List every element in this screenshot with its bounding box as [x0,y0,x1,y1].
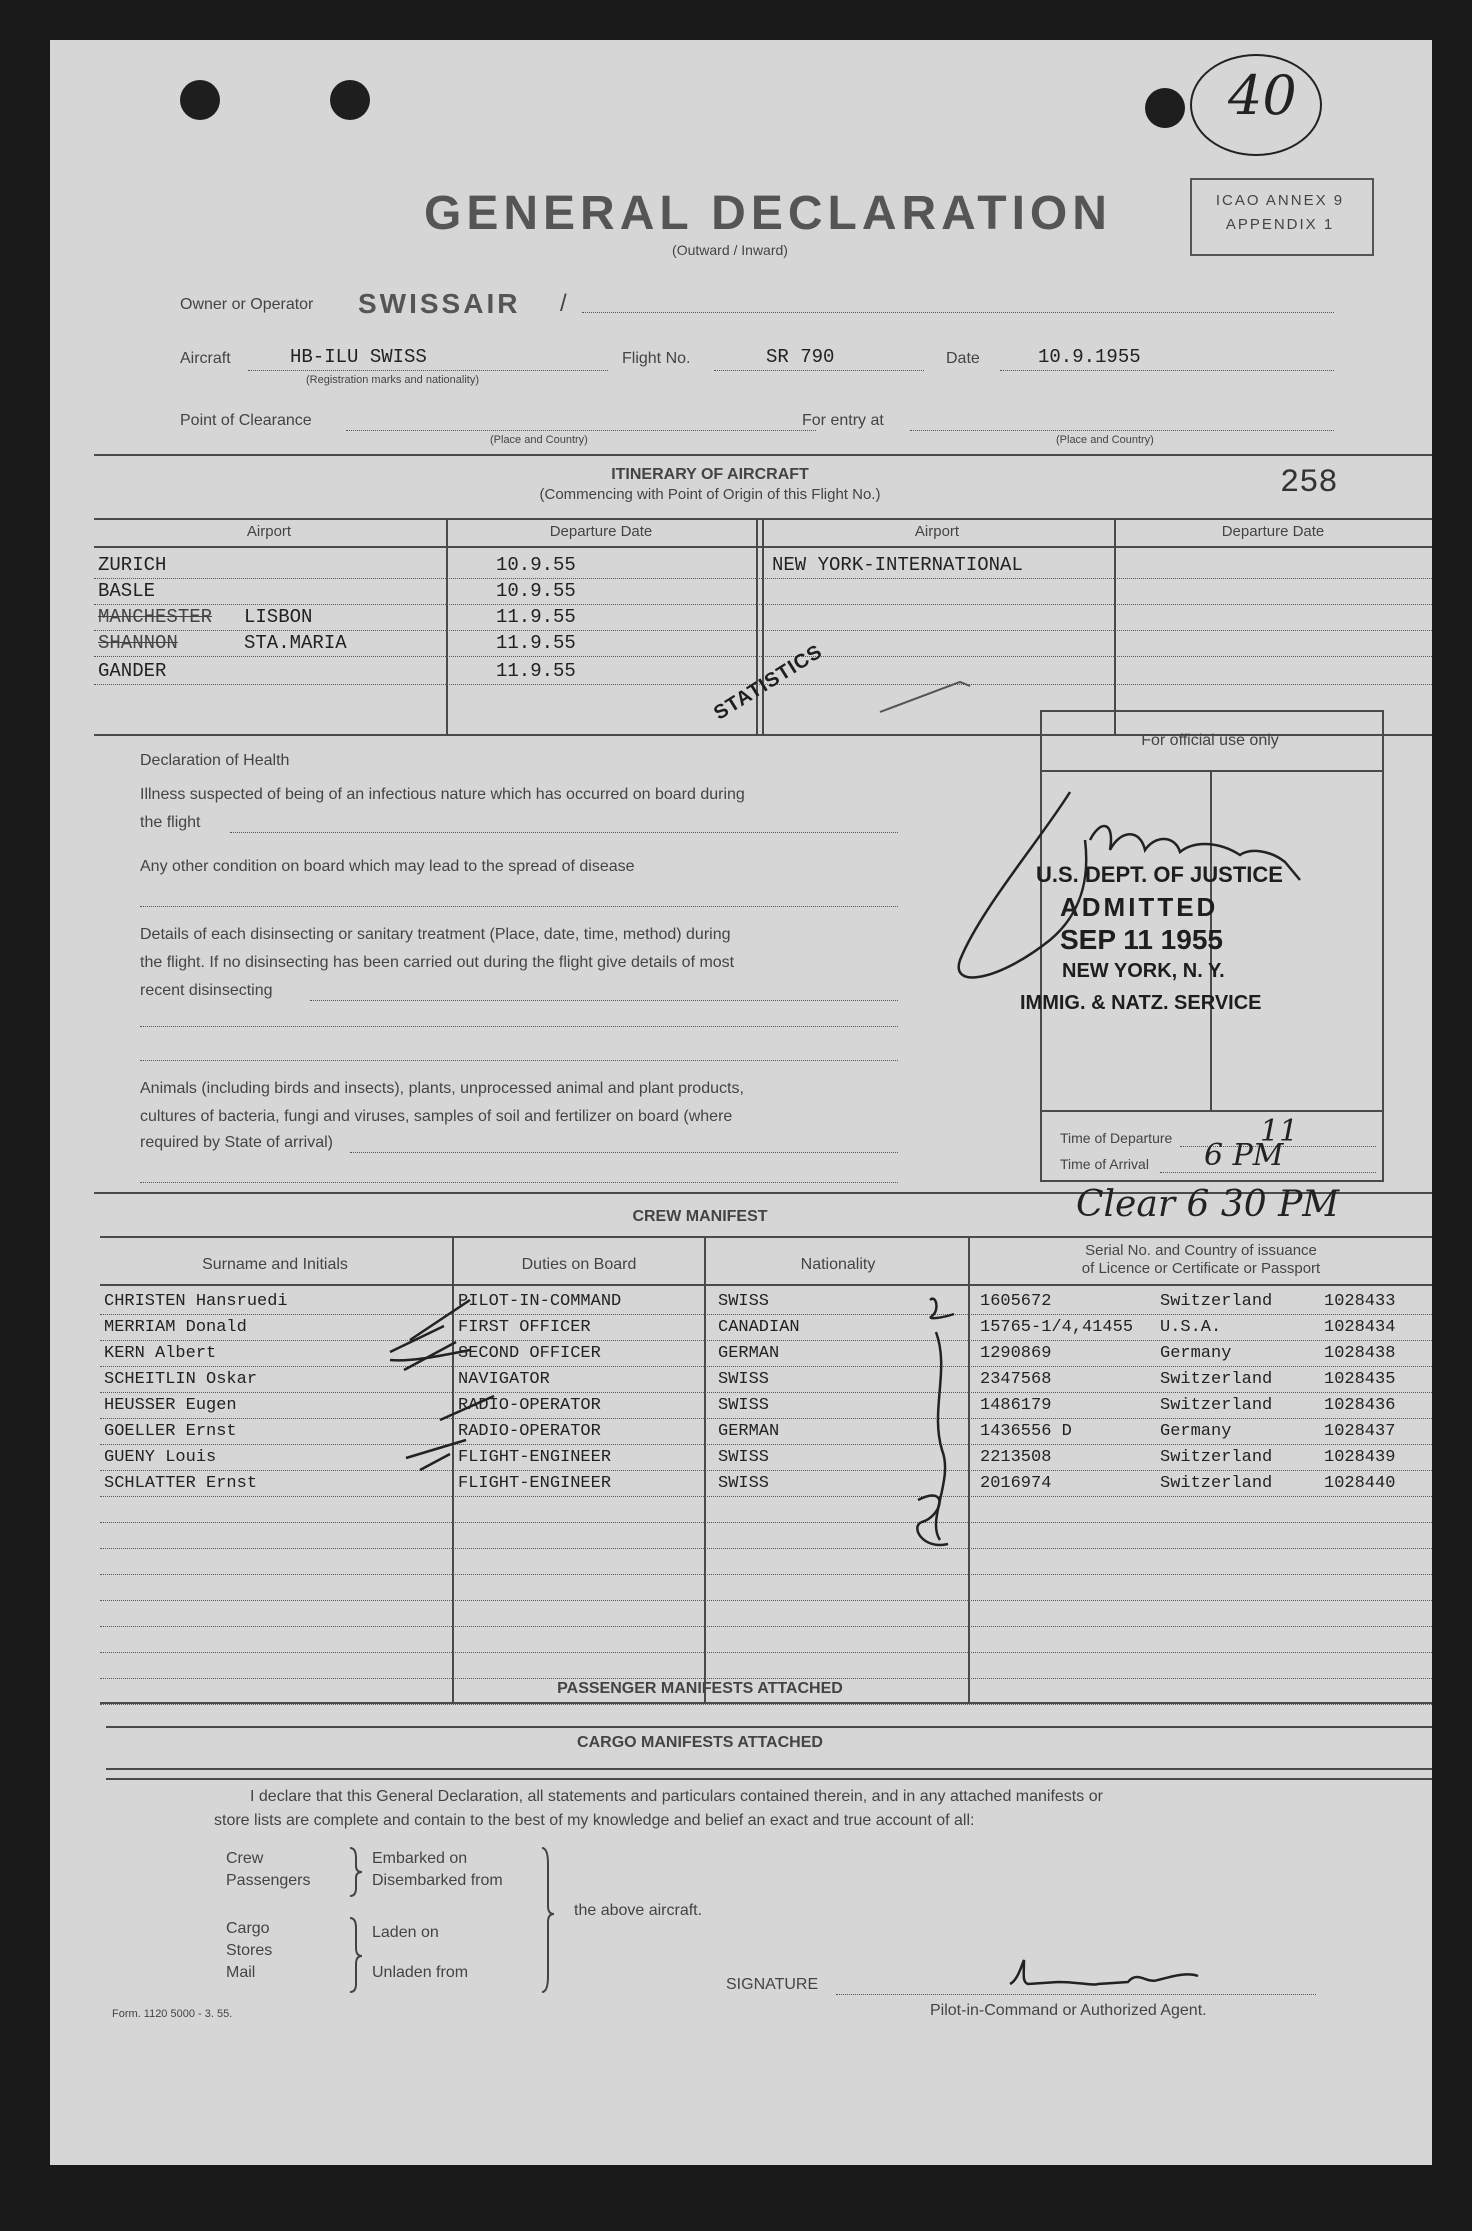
row-line [94,656,1432,657]
health-question-2: Any other condition on board which may lead to the spread of disease [140,858,635,875]
crew-passport: 1028437 [1324,1422,1396,1441]
decl-disembarked: Disembarked from [372,1872,503,1889]
crew-passport: 1028434 [1324,1318,1396,1337]
crew-passport: 1028440 [1324,1474,1396,1493]
departure-time-value: 11 [1260,1114,1299,1149]
crew-duty: NAVIGATOR [458,1370,550,1389]
aircraft-label: Aircraft [180,350,231,367]
itinerary-struck-airport: SHANNON [98,632,178,654]
stamp-line-4: NEW YORK, N. Y. [1062,960,1225,982]
departure-time-label: Time of Departure [1060,1130,1173,1146]
crew-country: Germany [1160,1344,1232,1363]
crew-manifest-title: CREW MANIFEST [632,1208,768,1225]
answer-line [140,906,898,907]
signature-caption: Pilot-in-Command or Authorized Agent. [930,2002,1207,2019]
itinerary-col-airport-2: Airport [914,523,960,540]
cargo-manifests: CARGO MANIFESTS ATTACHED [577,1734,823,1751]
crew-licence: 2016974 [980,1474,1052,1493]
aircraft-hint: (Registration marks and nationality) [306,374,480,386]
stamp-line-1: U.S. DEPT. OF JUSTICE [1036,862,1283,887]
row-line [100,1574,1432,1575]
stamp-line-2: ADMITTED [1060,892,1219,922]
crew-duty: PILOT-IN-COMMAND [458,1292,622,1311]
itinerary-airport: NEW YORK-INTERNATIONAL [772,554,1023,576]
crew-passport: 1028438 [1324,1344,1396,1363]
itinerary-col-departure: Departure Date [549,523,653,540]
crew-nationality: SWISS [718,1370,770,1389]
crew-duty: FLIGHT-ENGINEER [458,1448,612,1467]
col-divider [446,518,448,736]
answer-line [310,1000,898,1001]
decl-crew: Crew [226,1850,264,1867]
crew-name: HEUSSER Eugen [104,1396,237,1415]
health-question-3c: recent disinsecting [140,982,273,999]
decl-embarked: Embarked on [372,1850,468,1867]
itinerary-airport: LISBON [244,606,313,628]
document-title: GENERAL DECLARATION [424,187,1112,240]
stamp-line-5: IMMIG. & NATZ. SERVICE [1020,992,1262,1014]
answer-line [140,1026,898,1027]
decl-cargo: Cargo [226,1920,270,1937]
flight-no-value: SR 790 [766,346,835,368]
crew-licence: 15765-1/4,41455 [980,1318,1134,1337]
crew-name: GUENY Louis [104,1448,217,1467]
decl-above-aircraft: the above aircraft. [574,1902,703,1919]
row-line [94,578,1432,579]
arrival-time-value: 6 PM [1204,1138,1284,1173]
cleared-note: Clear 6 30 PM [1076,1184,1340,1225]
itinerary-date: 11.9.55 [496,660,576,682]
punch-hole [330,80,370,120]
row-line [100,1626,1432,1627]
itinerary-title: ITINERARY OF AIRCRAFT [611,466,809,483]
owner-line [582,312,1334,313]
crew-country: Switzerland [1160,1396,1273,1415]
flight-no-line [714,370,924,371]
health-question-1a: Illness suspected of being of an infectious nature which has occurred on board during [140,786,745,803]
pilot-signature [998,1950,1218,2000]
itinerary-date: 10.9.55 [496,580,576,602]
entry-hint: (Place and Country) [1056,434,1154,446]
crew-nationality: SWISS [718,1474,770,1493]
rule [94,454,1432,456]
health-question-4b: cultures of bacteria, fungi and viruses, samples of soil and fertilizer on board (where [140,1108,733,1125]
itinerary-struck-airport: MANCHESTER [98,606,213,628]
document-page [50,40,1432,2165]
owner-label: Owner or Operator [180,296,314,313]
crew-country: Switzerland [1160,1448,1273,1467]
crew-header-surname: Surname and Initials [202,1256,348,1273]
decl-laden: Laden on [372,1924,439,1941]
decl-unladen: Unladen from [372,1964,469,1981]
row-line [100,1704,1432,1705]
crew-country: Germany [1160,1422,1232,1441]
row-line [100,1652,1432,1653]
row-line [100,1600,1432,1601]
crew-licence: 2213508 [980,1448,1052,1467]
arrival-time-label: Time of Arrival [1060,1156,1149,1172]
crew-licence: 1436556 D [980,1422,1072,1441]
col-divider [762,518,764,736]
crew-name: SCHEITLIN Oskar [104,1370,258,1389]
crew-name: CHRISTEN Hansruedi [104,1292,288,1311]
crew-name: SCHLATTER Ernst [104,1474,258,1493]
crew-header-serial-1: Serial No. and Country of issuance [1085,1242,1317,1259]
rule [106,1768,1432,1770]
itinerary-airport: STA.MARIA [244,632,347,654]
answer-line [230,832,898,833]
row-line [94,630,1432,631]
health-question-3a: Details of each disinsecting or sanitary treatment (Place, date, time, method) during [140,926,731,943]
health-question-1b: the flight [140,814,201,831]
date-line [1000,370,1334,371]
crew-country: Switzerland [1160,1292,1273,1311]
itinerary-col-airport: Airport [246,523,292,540]
itinerary-col-departure-2: Departure Date [1221,523,1325,540]
annex-line-2: APPENDIX 1 [1225,216,1335,233]
row-line [100,1678,1432,1679]
declaration-line-1: I declare that this General Declaration, all statements and particulars contained therein, and in any attached manifests or [250,1788,1103,1805]
rule [106,1778,1432,1780]
clearance-hint: (Place and Country) [490,434,588,446]
date-value: 10.9.1955 [1038,346,1141,368]
crew-passport: 1028439 [1324,1448,1396,1467]
crew-header-nationality: Nationality [800,1256,876,1273]
crew-country: U.S.A. [1160,1318,1222,1337]
rule [100,1236,1432,1238]
rule [106,1726,1432,1728]
decl-mail: Mail [226,1964,256,1981]
stamp-line-3: SEP 11 1955 [1060,924,1223,955]
itinerary-date: 10.9.55 [496,554,576,576]
crew-country: Switzerland [1160,1474,1273,1493]
page-number: 40 [1228,64,1297,127]
answer-line [1160,1172,1376,1173]
health-heading: Declaration of Health [140,752,290,769]
row-line [94,604,1432,605]
declaration-braces [340,1844,580,2004]
crew-duty: RADIO-OPERATOR [458,1396,601,1415]
itinerary-date: 11.9.55 [496,632,576,654]
crew-nationality: SWISS [718,1448,770,1467]
answer-line [350,1152,898,1153]
itinerary-number: 258 [1280,464,1338,501]
owner-slash: / [560,290,567,317]
health-question-3b: the flight. If no disinsecting has been carried out during the flight give details of most [140,954,735,971]
decl-stores: Stores [226,1942,273,1959]
crew-header-serial-2: of Licence or Certificate or Passport [1081,1260,1321,1277]
crew-duty: FLIGHT-ENGINEER [458,1474,612,1493]
crew-passport: 1028435 [1324,1370,1396,1389]
form-number: Form. 1120 5000 - 3. 55. [112,2008,233,2020]
crew-licence: 1290869 [980,1344,1052,1363]
crew-nationality: CANADIAN [718,1318,800,1337]
crew-nationality: GERMAN [718,1422,780,1441]
itinerary-subtitle: (Commencing with Point of Origin of this Flight No.) [539,486,881,503]
signature-label: SIGNATURE [726,1976,819,1993]
itinerary-airport: ZURICH [98,554,167,576]
date-label: Date [946,350,980,367]
statistics-stamp: STATISTICS [710,640,827,725]
entry-label: For entry at [802,412,884,429]
official-signature [940,780,1390,1000]
crew-passport: 1028436 [1324,1396,1396,1415]
document-subtitle: (Outward / Inward) [672,242,788,258]
crew-check-marks [370,1270,1010,1570]
col-divider [1114,518,1116,736]
crew-licence: 1486179 [980,1396,1052,1415]
crew-country: Switzerland [1160,1370,1273,1389]
crew-duty: SECOND OFFICER [458,1344,601,1363]
official-use-heading: For official use only [1141,732,1279,749]
crew-duty: FIRST OFFICER [458,1318,591,1337]
answer-line [140,1060,898,1061]
statistics-pen-mark [870,662,990,722]
crew-nationality: SWISS [718,1292,770,1311]
aircraft-value: HB-ILU SWISS [290,346,427,368]
crew-nationality: GERMAN [718,1344,780,1363]
itinerary-airport: BASLE [98,580,156,602]
crew-name: GOELLER Ernst [104,1422,237,1441]
clearance-label: Point of Clearance [180,412,312,429]
crew-duty: RADIO-OPERATOR [458,1422,601,1441]
entry-line [910,430,1334,431]
annex-line-1: ICAO ANNEX 9 [1215,192,1345,209]
rule [100,1702,1432,1704]
crew-passport: 1028433 [1324,1292,1396,1311]
itinerary-date: 11.9.55 [496,606,576,628]
crew-nationality: SWISS [718,1396,770,1415]
rule [1040,1110,1382,1112]
clearance-line [346,430,816,431]
aircraft-line [248,370,608,371]
answer-line [140,1182,898,1183]
health-question-4a: Animals (including birds and insects), plants, unprocessed animal and plant products, [140,1080,744,1097]
declaration-line-2: store lists are complete and contain to the best of my knowledge and belief an exact and true account of all: [214,1812,975,1829]
health-question-4c: required by State of arrival) [140,1134,333,1151]
crew-header-duties: Duties on Board [521,1256,637,1273]
punch-hole [1145,88,1185,128]
crew-licence: 2347568 [980,1370,1052,1389]
owner-value: SWISSAIR [358,288,521,319]
passenger-manifests: PASSENGER MANIFESTS ATTACHED [557,1680,843,1697]
punch-hole [180,80,220,120]
crew-name: MERRIAM Donald [104,1318,247,1337]
flight-no-label: Flight No. [622,350,691,367]
itinerary-airport: GANDER [98,660,167,682]
crew-licence: 1605672 [980,1292,1052,1311]
decl-passengers: Passengers [226,1872,311,1889]
crew-name: KERN Albert [104,1344,217,1363]
